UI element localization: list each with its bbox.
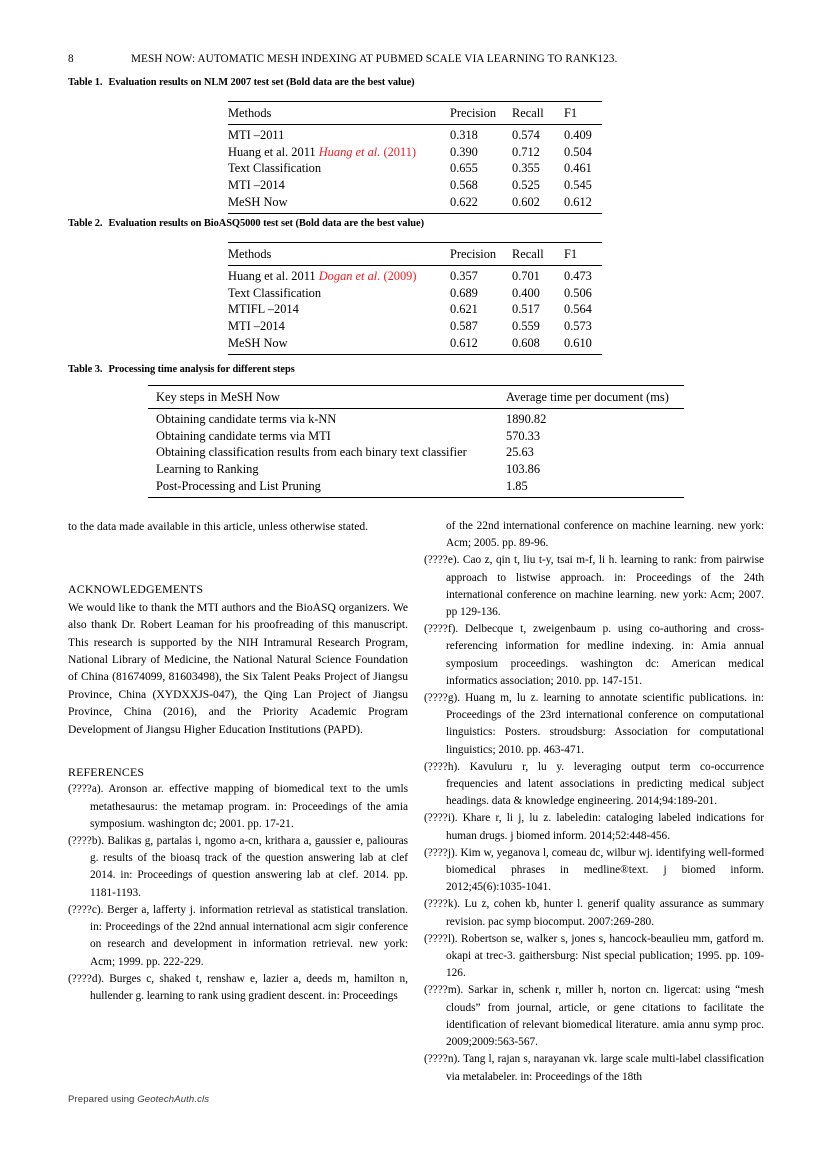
table-2-col-f1: F1: [564, 243, 602, 266]
table-3-caption-text: Processing time analysis for different steps: [108, 364, 295, 375]
method-label: MTIFL –2014: [228, 302, 299, 317]
table-1-f1: 0.461: [564, 161, 592, 176]
method-label: Text Classification: [228, 161, 322, 176]
table-row: [228, 318, 602, 335]
continuation-paragraph: to the data made available in this article, unless otherwise stated.: [68, 520, 369, 533]
method-label: MTI –2014: [228, 319, 285, 334]
table-1-col-recall: Recall: [512, 102, 564, 125]
table-3-step: Obtaining classification results from each binary text classifier: [156, 445, 467, 460]
table-2-caption: [68, 217, 424, 230]
table-1: [228, 101, 602, 214]
table-1-f1: 0.409: [564, 128, 592, 143]
reference-entry: (????g). Huang m, lu z. learning to annotate scientific publications. in: Proceedings of the 23rd international conference on computational linguistics: Posters. stroudsburg: Association for computational linguistics; 2010. pp. 463-471.: [424, 692, 764, 756]
table-1-f1: 0.545: [564, 178, 592, 193]
table-3-step: Obtaining candidate terms via MTI: [156, 428, 331, 443]
table-1-f1: 0.612: [564, 194, 602, 214]
table-1-col-methods: Methods: [228, 102, 450, 125]
reference-entry: (????m). Sarkar in, schenk r, miller h, norton cn. ligercat: using “mesh clouds” from journal, article, or gene citations to facilitate the identification of relevant biomedical literature. amia annu symp proc. 2009;2009:563-567.: [424, 984, 764, 1049]
reference-entry: (????a). Aronson ar. effective mapping of biomedical text to the umls metathesaurus: the metamap program. in: Proceedings of the amia symposium. washington dc; 2001. pp. 17-21.: [68, 783, 408, 830]
table-2-method: [228, 302, 450, 319]
method-label: MTI –2011: [228, 128, 285, 143]
citation-year: (2011): [380, 144, 417, 159]
table-1-recall: 0.525: [512, 178, 540, 193]
table-2-method: [228, 318, 450, 335]
table-3-header-row: [148, 386, 684, 409]
table-row: [228, 125, 602, 145]
table-1-f1: 0.504: [564, 144, 592, 159]
table-2-method: [228, 285, 450, 302]
table-2-precision: 0.357: [450, 269, 478, 284]
reference-entry: (????c). Berger a, lafferty j. information retrieval as statistical translation. in: Proceedings of the 22nd annual international acm sigir conference on research and development in information retrieval. new york: Acm; 1999. pp. 222-229.: [68, 903, 408, 968]
reference-entry: (????l). Robertson se, walker s, jones s, hancock-beaulieu mm, gatford m. okapi at trec-3. gaithersburg: Nist special publication; 1995. pp. 109-126.: [424, 932, 764, 980]
table-3-col-time: Average time per document (ms): [506, 386, 684, 409]
running-head-title: MESH NOW: AUTOMATIC MESH INDEXING AT PUBMED SCALE VIA LEARNING TO RANK123.: [131, 53, 618, 65]
table-1-precision: 0.655: [450, 161, 478, 176]
references-heading: REFERENCES: [68, 765, 145, 780]
table-2-f1: 0.610: [564, 335, 602, 355]
acknowledgements-body: We would like to thank the MTI authors and the BioASQ organizers. We also thank Dr. Robert Leaman for his proofreading of this manuscript. This research is supported by the NIH Intramural Research Program, National Library of Medicine, the National Natural Science Foundation of China (81674099, 81603498), the Six Talent Peaks Project of Jiangsu Province, China (XYDXXJS-047), the Qing Lan Project of Jiangsu Province, China (2016), and the Priority Academic Program Development of Jiangsu Higher Education Institutions (PAPD).: [68, 600, 408, 736]
page-footer: [68, 1094, 209, 1105]
citation-author: Huang et al.: [318, 144, 381, 159]
table-2-precision: 0.612: [450, 335, 512, 355]
table-2-col-methods: Methods: [228, 243, 450, 266]
table-2-f1: 0.564: [564, 302, 592, 317]
table-1-method: [228, 177, 450, 194]
method-label: Huang et al. 2011: [228, 144, 319, 159]
reference-entry: (????n). Tang l, rajan s, narayanan vk. large scale multi-label classification via metalabeler. in: Proceedings of the 18th: [424, 1053, 764, 1083]
method-label: Huang et al. 2011: [228, 269, 319, 284]
reference-entry: (????i). Khare r, li j, lu z. labeledin: cataloging labeled indications for human drugs. j biomed inform. 2014;52:448-456.: [424, 812, 764, 842]
table-2-f1: 0.506: [564, 285, 592, 300]
table-1-method: [228, 125, 450, 145]
table-3-number: Table 3.: [68, 364, 103, 375]
table-row: [228, 302, 602, 319]
table-row: [148, 428, 684, 445]
table-row: [228, 194, 602, 214]
table-row: [148, 445, 684, 462]
table-2-header-row: [228, 243, 602, 266]
table-row: [228, 285, 602, 302]
table-row: [228, 177, 602, 194]
table-1-caption: [68, 76, 415, 89]
table-1-recall: 0.602: [512, 194, 564, 214]
table-2-precision: 0.689: [450, 285, 478, 300]
right-column: [424, 518, 764, 1086]
table-1-col-f1: F1: [564, 102, 602, 125]
table-2-f1: 0.573: [564, 319, 592, 334]
table-1-number: Table 1.: [68, 77, 103, 88]
method-label: MTI –2014: [228, 178, 285, 193]
citation-link[interactable]: [319, 269, 417, 283]
table-3-time: 570.33: [506, 428, 541, 443]
footer-prefix: Prepared using: [68, 1094, 138, 1105]
table-row: [228, 161, 602, 178]
table-1-method: [228, 161, 450, 178]
table-1-header-row: [228, 102, 602, 125]
table-3-col-steps: Key steps in MeSH Now: [148, 386, 506, 409]
table-1-precision: 0.318: [450, 128, 478, 143]
footer-class-file: GeotechAuth.cls: [137, 1094, 210, 1105]
reference-entry: (????h). Kavuluru r, lu y. leveraging output term co-occurrence frequencies and latent associations in predicting medical subject headings. data & knowledge engineering. 2014;94:189-201.: [424, 760, 764, 808]
table-3-time: 1.85: [506, 478, 684, 498]
method-label: Text Classification: [228, 285, 322, 300]
table-row: [228, 266, 602, 286]
reference-entry: (????b). Balikas g, partalas i, ngomo a-cn, krithara a, gaussier e, paliouras g. results of the bioasq track of the question answering lab at clef 2014. in: Proceedings of question answering lab at clef. 2014. pp. 1181-1193.: [68, 835, 408, 899]
table-2-precision: 0.621: [450, 302, 478, 317]
citation-link[interactable]: [319, 145, 416, 159]
table-row: [228, 144, 602, 161]
spacer: [68, 738, 408, 764]
table-1-precision: 0.390: [450, 144, 478, 159]
table-3-time: 103.86: [506, 462, 541, 477]
table-2-method: [228, 266, 450, 286]
table-3-step: Post-Processing and List Pruning: [148, 478, 506, 498]
acknowledgements-heading: ACKNOWLEDGEMENTS: [68, 582, 204, 597]
reference-entry: (????j). Kim w, yeganova l, comeau dc, wilbur wj. identifying well-formed biomedical phrases in medline®text. j biomed inform. 2012;45(6):1035-1041.: [424, 846, 764, 894]
left-column: [68, 518, 408, 1005]
table-2-recall: 0.608: [512, 335, 564, 355]
table-2-caption-text: Evaluation results on BioASQ5000 test set (Bold data are the best value): [108, 218, 424, 229]
reference-entry: (????k). Lu z, cohen kb, hunter l. generif quality assurance as summary revision. pac symp biocomput. 2007:269-280.: [424, 898, 764, 928]
table-2-recall: 0.559: [512, 319, 540, 334]
table-3-step: Learning to Ranking: [156, 462, 259, 477]
reference-entry: (????e). Cao z, qin t, liu t-y, tsai m-f, li h. learning to rank: from pairwise approach to listwise approach. in: Proceedings of the 24th international conference on machine learning. new york: Acm; 2007. pp 129-136.: [424, 554, 764, 619]
table-1-precision: 0.622: [450, 194, 512, 214]
page-folio-number: 8: [68, 53, 74, 65]
table-2-precision: 0.587: [450, 319, 478, 334]
table-1-precision: 0.568: [450, 178, 478, 193]
table-1-recall: 0.712: [512, 144, 540, 159]
table-row: [148, 409, 684, 429]
table-2-col-recall: Recall: [512, 243, 564, 266]
table-row: [148, 461, 684, 478]
table-1-recall: 0.355: [512, 161, 540, 176]
citation-year: (2009): [380, 269, 417, 284]
method-label: MeSH Now: [228, 335, 288, 350]
table-2: [228, 242, 602, 355]
table-2-recall: 0.701: [512, 269, 540, 284]
reference-entry: (????d). Burges c, shaked t, renshaw e, lazier a, deeds m, hamilton n, hullender g. learning to rank using gradient descent. in: Proceedings: [68, 972, 408, 1002]
table-1-caption-text: Evaluation results on NLM 2007 test set (Bold data are the best value): [108, 77, 415, 88]
table-3-caption: [68, 363, 295, 376]
table-2-recall: 0.517: [512, 302, 540, 317]
table-2-number: Table 2.: [68, 218, 103, 229]
table-1-method: [228, 144, 450, 161]
table-3: [148, 385, 684, 498]
reference-entry: (????f). Delbecque t, zweigenbaum p. using co-authoring and cross-referencing information for medline indexing. in: Amia annual symposium proceedings. washington dc: American medical informatics association; 2010. pp. 147-151.: [424, 623, 764, 687]
table-3-time: 1890.82: [506, 412, 547, 427]
citation-author: Dogan et al.: [318, 269, 381, 284]
spacer: [68, 535, 408, 581]
table-2-col-precision: Precision: [450, 243, 512, 266]
table-1-recall: 0.574: [512, 128, 540, 143]
table-2-f1: 0.473: [564, 269, 592, 284]
table-2-recall: 0.400: [512, 285, 540, 300]
table-row: [228, 335, 602, 355]
table-1-method: [228, 194, 450, 214]
reference-continuation: of the 22nd international conference on machine learning. new york: Acm; 2005. pp. 89-96.: [446, 520, 764, 550]
table-2-method: [228, 335, 450, 355]
table-row: [148, 478, 684, 498]
table-1-col-precision: Precision: [450, 102, 512, 125]
table-3-step: Obtaining candidate terms via k-NN: [156, 412, 337, 427]
table-3-time: 25.63: [506, 445, 534, 460]
method-label: MeSH Now: [228, 194, 288, 209]
